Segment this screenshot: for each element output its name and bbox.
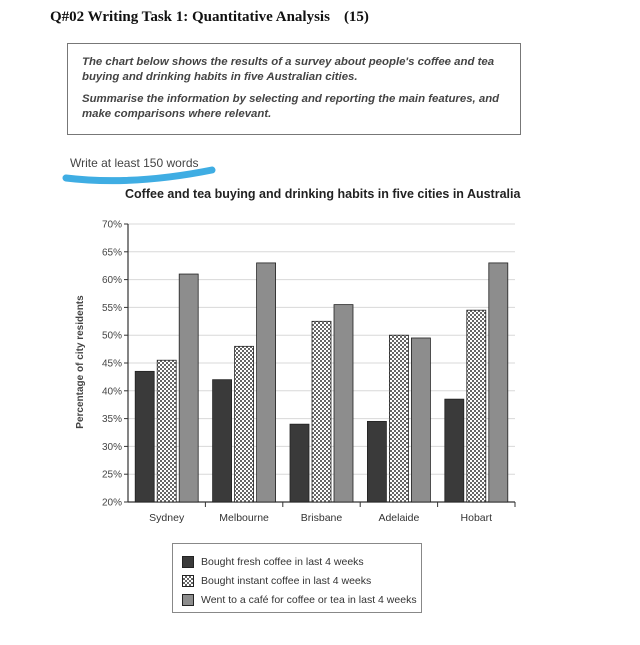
legend-swatch-dark (182, 556, 194, 568)
bar-hobart-series-1 (467, 310, 486, 502)
y-tick-label: 20% (101, 497, 122, 509)
chart-title: Coffee and tea buying and drinking habits in five cities in Australia (125, 187, 521, 201)
x-tick-label: Hobart (460, 512, 493, 524)
legend-swatch-grey (182, 594, 194, 606)
y-tick-label: 40% (101, 386, 122, 398)
x-tick-label: Brisbane (300, 512, 343, 524)
bar-adelaide-series-0 (367, 421, 386, 502)
y-tick-label: 45% (101, 358, 122, 370)
bar-sydney-series-1 (157, 360, 176, 502)
bar-adelaide-series-2 (411, 338, 430, 502)
legend-item-cafe (182, 590, 421, 609)
chart-legend (172, 543, 422, 613)
y-tick-label: 50% (101, 330, 122, 342)
legend-label: Went to a café for coffee or tea in last 4 weeks (201, 593, 417, 606)
x-tick-label: Sydney (149, 512, 185, 524)
legend-item-fresh-coffee (182, 552, 421, 571)
x-tick-label: Melbourne (219, 512, 269, 524)
legend-label: Bought fresh coffee in last 4 weeks (201, 555, 364, 568)
y-tick-label: 35% (101, 414, 122, 426)
bar-melbourne-series-1 (235, 346, 254, 502)
y-tick-label: 70% (101, 219, 122, 231)
bar-hobart-series-0 (445, 399, 464, 502)
x-tick-label: Adelaide (378, 512, 420, 524)
y-tick-label: 60% (101, 275, 122, 287)
y-axis-label: Percentage of city residents (75, 295, 86, 429)
bar-hobart-series-2 (489, 263, 508, 502)
y-tick-label: 25% (101, 469, 122, 481)
question-title: Q#02 Writing Task 1: Quantitative Analysis (50, 9, 330, 25)
y-tick-label: 65% (101, 247, 122, 259)
bar-sydney-series-0 (135, 371, 154, 502)
y-tick-label: 30% (101, 441, 122, 453)
bar-brisbane-series-0 (290, 424, 309, 502)
bar-sydney-series-2 (179, 274, 198, 502)
bar-brisbane-series-1 (312, 321, 331, 502)
legend-swatch-checkered (182, 575, 194, 587)
question-marks: (15) (343, 9, 369, 25)
task-instruction-1: The chart below shows the results of a survey about people's coffee and tea buying and drinking habits in five Australian cities. (82, 56, 495, 83)
bar-adelaide-series-1 (389, 335, 408, 502)
y-tick-label: 55% (101, 302, 122, 314)
bar-melbourne-series-2 (257, 263, 276, 502)
bar-brisbane-series-2 (334, 305, 353, 502)
word-requirement: Write at least 150 words (70, 156, 199, 170)
bar-melbourne-series-0 (213, 380, 232, 502)
task-instruction-2: Summarise the information by selecting and reporting the main features, and make comparisons where relevant. (82, 93, 500, 120)
legend-item-instant-coffee (182, 571, 421, 590)
legend-label: Bought instant coffee in last 4 weeks (201, 574, 372, 587)
